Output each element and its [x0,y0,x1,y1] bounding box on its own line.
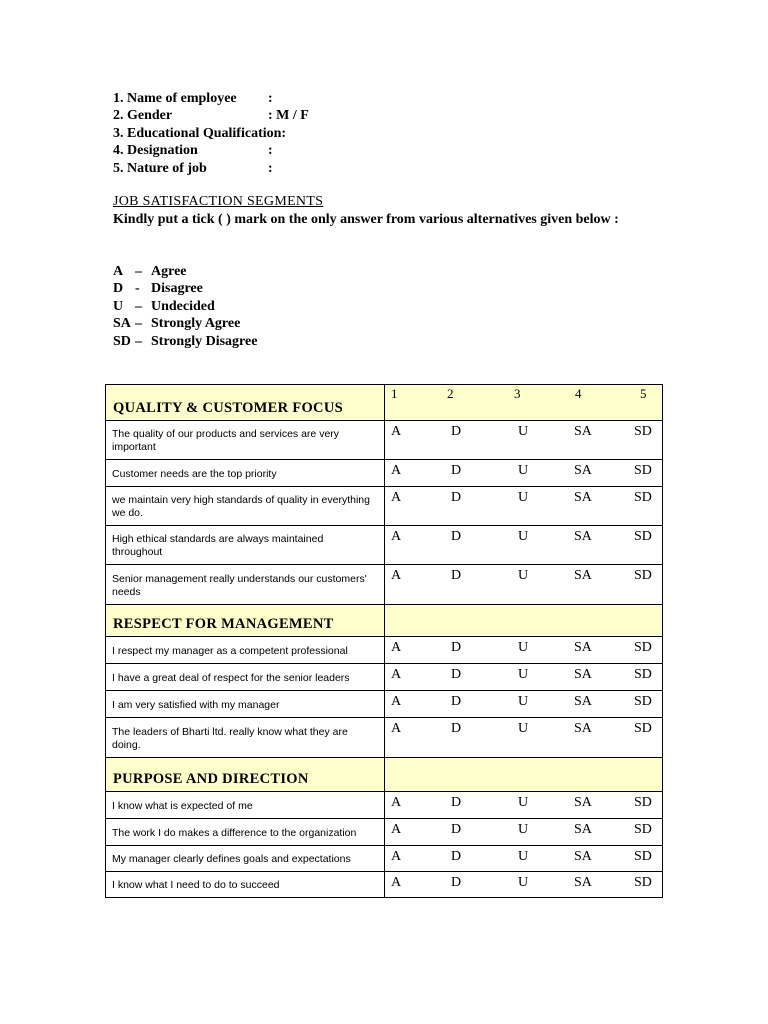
employee-field-label: 1. Name of employee [113,91,237,106]
answer-option-a[interactable]: A [391,721,402,736]
question-cell [106,637,385,663]
section-title: QUALITY & CUSTOMER FOCUS [113,400,343,416]
answer-option-d[interactable]: D [451,721,462,736]
answer-option-u[interactable]: U [518,694,529,709]
legend-separator: – [135,264,142,279]
question-text: My manager clearly defines goals and expectations [112,853,351,865]
employee-field-value: : M / F [268,108,309,124]
answer-option-a[interactable]: A [391,875,402,890]
employee-info-fields [113,90,513,177]
question-text: The quality of our products and services are very important [112,428,340,453]
answer-option-sa[interactable]: SA [574,490,592,505]
answer-option-a[interactable]: A [391,694,402,709]
employee-field-row [113,142,513,159]
question-cell [106,565,385,604]
answer-options-cell [385,819,662,845]
answer-option-sd[interactable]: SD [634,490,652,505]
answer-option-sd[interactable]: SD [634,424,652,439]
answer-option-d[interactable]: D [451,640,462,655]
answer-options-cell [385,637,662,663]
question-row [106,718,662,758]
section-header-row [106,758,662,792]
answer-option-sa[interactable]: SA [574,721,592,736]
employee-field-row [113,160,513,177]
answer-option-d[interactable]: D [451,424,462,439]
answer-option-d[interactable]: D [451,795,462,810]
answer-option-d[interactable]: D [451,490,462,505]
answer-option-sa[interactable]: SA [574,424,592,439]
section-title-cell [106,758,385,791]
answer-option-sa[interactable]: SA [574,875,592,890]
answer-option-a[interactable]: A [391,424,402,439]
answer-option-sa[interactable]: SA [574,822,592,837]
question-text: I am very satisfied with my manager [112,699,280,711]
answer-option-a[interactable]: A [391,822,402,837]
answer-options-cell [385,792,662,818]
question-row [106,819,662,846]
legend-text: Strongly Disagree [151,333,258,349]
answer-option-sd[interactable]: SD [634,795,652,810]
question-row [106,526,662,565]
question-text: Customer needs are the top priority [112,468,277,480]
section-title-cell [106,605,385,636]
question-row [106,421,662,460]
answer-options-cell [385,487,662,525]
legend-separator: – [135,298,142,314]
question-text: I respect my manager as a competent professional [112,645,348,657]
question-text: we maintain very high standards of quality in everything we do. [112,494,370,519]
answer-options-cell [385,872,662,897]
column-number: 5 [640,386,647,401]
answer-options-cell [385,691,662,717]
answer-option-sd[interactable]: SD [634,822,652,837]
answer-option-sa[interactable]: SA [574,568,592,583]
section-header-row [106,605,662,637]
answer-option-u[interactable]: U [518,795,529,810]
question-cell [106,421,385,459]
answer-option-sd[interactable]: SD [634,640,652,655]
answer-option-u[interactable]: U [518,849,529,864]
answer-option-sd[interactable]: SD [634,463,652,478]
question-row [106,664,662,691]
employee-field-row [113,107,513,124]
question-cell [106,819,385,845]
question-row [106,691,662,718]
question-cell [106,691,385,717]
section-answer-cell [385,758,662,791]
legend-code: U [113,298,124,314]
answer-option-d[interactable]: D [451,875,462,890]
answer-option-sa[interactable]: SA [574,694,592,709]
employee-field-label: 3. Educational Qualification: [113,125,287,141]
section-answer-cell [385,605,662,636]
answer-options-cell [385,460,662,486]
answer-option-sa[interactable]: SA [574,795,592,810]
employee-field-value: : [268,160,273,176]
answer-option-a[interactable]: A [391,463,402,478]
question-cell [106,846,385,871]
survey-table [105,384,663,898]
employee-field-label: 2. Gender [113,108,173,124]
column-number: 1 [391,386,398,401]
answer-options-cell [385,664,662,690]
answer-option-u[interactable]: U [518,640,529,655]
answer-option-d[interactable]: D [451,463,462,478]
legend-code: SD [113,333,131,349]
answer-option-sa[interactable]: SA [574,849,592,864]
answer-options-cell [385,846,662,871]
answer-option-a[interactable]: A [391,795,402,810]
instructions-text: Kindly put a tick ( ) mark on the only answer from various alternatives given below : [113,212,619,227]
employee-field-label: 4. Designation [113,143,198,159]
answer-option-d[interactable]: D [451,822,462,837]
question-cell [106,664,385,690]
answer-option-d[interactable]: D [451,667,462,682]
legend-text: Undecided [151,298,215,314]
answer-option-a[interactable]: A [391,568,402,583]
answer-option-sa[interactable]: SA [574,463,592,478]
column-number: 4 [575,386,582,401]
answer-option-sd[interactable]: SD [634,529,652,544]
answer-option-u[interactable]: U [518,529,529,544]
question-cell [106,526,385,564]
question-row [106,460,662,487]
legend-code: SA [113,316,131,332]
question-row [106,846,662,872]
section-title: PURPOSE AND DIRECTION [113,771,309,787]
legend-code: A [113,264,124,279]
employee-field-value: : [268,91,273,106]
section-answer-cell [385,385,662,420]
employee-field-value: : [268,143,273,159]
question-text: I know what is expected of me [112,800,253,812]
question-cell [106,487,385,525]
legend-separator: - [135,281,140,297]
answer-option-sa[interactable]: SA [574,667,592,682]
question-text: Senior management really understands our customers' needs [112,573,367,598]
employee-field-row [113,125,513,142]
question-cell [106,460,385,486]
answer-option-a[interactable]: A [391,490,402,505]
legend-separator: – [135,333,142,349]
legend-code: D [113,281,124,297]
answer-option-u[interactable]: U [518,463,529,478]
answer-option-sd[interactable]: SD [634,721,652,736]
answer-options-cell [385,718,662,757]
answer-option-u[interactable]: U [518,721,529,736]
question-text: I have a great deal of respect for the senior leaders [112,672,350,684]
legend-text: Disagree [151,281,203,297]
section-title: RESPECT FOR MANAGEMENT [113,616,334,632]
column-number: 3 [514,386,521,401]
answer-option-u[interactable]: U [518,667,529,682]
question-text: The work I do makes a difference to the organization [112,827,357,839]
employee-field-label: 5. Nature of job [113,160,207,176]
answer-option-sa[interactable]: SA [574,529,592,544]
answer-option-d[interactable]: D [451,694,462,709]
answer-option-a[interactable]: A [391,529,402,544]
question-cell [106,718,385,757]
answer-options-cell [385,565,662,604]
question-cell [106,792,385,818]
question-row [106,565,662,605]
answer-option-u[interactable]: U [518,490,529,505]
question-text: High ethical standards are always maintained throughout [112,533,324,558]
answer-options-cell [385,421,662,459]
answer-option-sd[interactable]: SD [634,568,652,583]
answer-option-d[interactable]: D [451,529,462,544]
answer-option-sd[interactable]: SD [634,694,652,709]
question-row [106,637,662,664]
question-text: The leaders of Bharti ltd. really know what they are doing. [112,726,348,751]
question-row [106,487,662,526]
answer-option-sd[interactable]: SD [634,849,652,864]
answer-options-cell [385,526,662,564]
answer-option-u[interactable]: U [518,424,529,439]
answer-option-u[interactable]: U [518,822,529,837]
answer-option-a[interactable]: A [391,667,402,682]
legend-separator: – [135,316,142,332]
answer-option-u[interactable]: U [518,568,529,583]
answer-option-sd[interactable]: SD [634,875,652,890]
answer-option-sd[interactable]: SD [634,667,652,682]
answer-option-u[interactable]: U [518,875,529,890]
segments-heading: JOB SATISFACTION SEGMENTS [113,194,324,209]
answer-option-d[interactable]: D [451,849,462,864]
answer-option-a[interactable]: A [391,849,402,864]
answer-option-d[interactable]: D [451,568,462,583]
section-title-cell [106,385,385,420]
column-number: 2 [447,386,454,401]
legend-text: Strongly Agree [151,316,241,332]
answer-option-a[interactable]: A [391,640,402,655]
legend-text: Agree [151,264,187,279]
question-row [106,792,662,819]
question-text: I know what I need to do to succeed [112,879,280,891]
question-row [106,872,662,897]
question-cell [106,872,385,897]
answer-option-sa[interactable]: SA [574,640,592,655]
employee-field-row [113,90,513,107]
section-header-row [106,385,662,421]
